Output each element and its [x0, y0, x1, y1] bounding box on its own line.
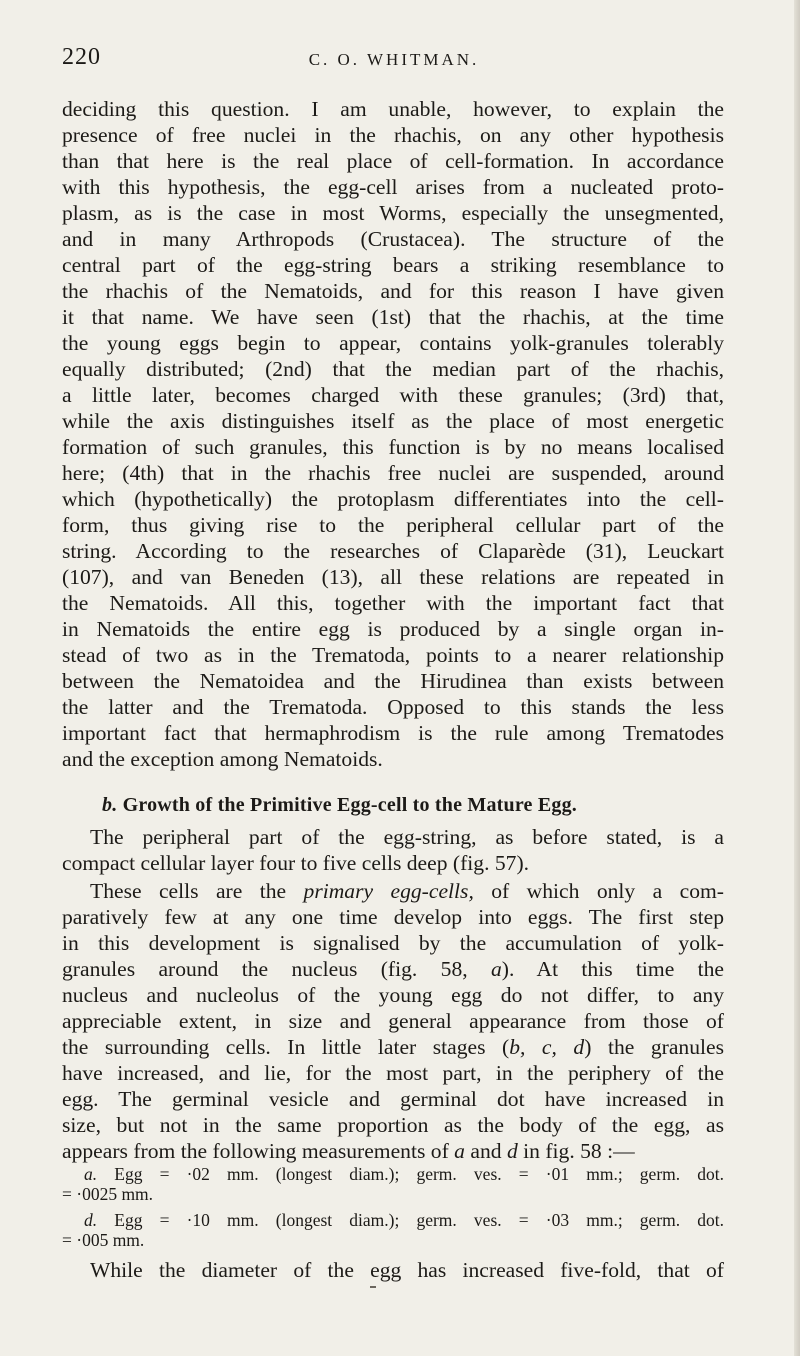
text-line: between the Nematoidea and the Hirudinea than exists between: [62, 669, 724, 693]
section-letter: b.: [102, 794, 118, 816]
text-run: and: [464, 1139, 507, 1163]
text-line: compact cellular layer four to five cells deep (fig. 57).: [62, 851, 530, 875]
print-mark: [370, 1286, 376, 1288]
text-run: granules around the nucleus (fig. 58,: [62, 957, 491, 981]
measurement-a: [84, 1164, 724, 1184]
emphasis-primary-egg-cells: primary egg-cells,: [303, 879, 474, 903]
emphasis-fig-letter: a: [490, 957, 502, 981]
running-head-author: C. O. WHITMAN.: [308, 50, 480, 69]
text-line: the Nematoids. All this, together with the important fact that: [62, 591, 724, 615]
text-run: of which only a com-: [473, 879, 724, 903]
text-line: nucleus and nucleolus of the young egg do not differ, to any: [62, 983, 724, 1007]
section-heading: [102, 792, 722, 818]
text-line: [62, 1138, 724, 1164]
emphasis-fig-letter: d: [506, 1139, 518, 1163]
text-line: presence of free nuclei in the rhachis, on any other hypothesis: [62, 123, 724, 147]
text-run: appears from the following measurements of: [62, 1139, 455, 1163]
text-line: equally distributed; (2nd) that the median part of the rhachis,: [62, 357, 724, 381]
text-line: in Nematoids the entire egg is produced by a single organ in-: [62, 617, 724, 641]
text-run: These cells are the: [90, 879, 304, 903]
text-run: ) the granules: [584, 1035, 724, 1059]
text-line: [62, 956, 724, 982]
running-head: [62, 44, 726, 76]
text-line: string. According to the researches of Claparède (31), Leuckart: [62, 539, 724, 563]
text-line: and in many Arthropods (Crustacea). The structure of the: [62, 227, 724, 251]
text-run: the surrounding cells. In little later stages (: [62, 1035, 510, 1059]
text-line: The peripheral part of the egg-string, as before stated, is a: [90, 825, 724, 849]
text-line: form, thus giving rise to the peripheral cellular part of the: [62, 513, 724, 537]
text-line: it that name. We have seen (1st) that the rhachis, at the time: [62, 305, 724, 329]
text-line: than that here is the real place of cell-formation. In accordance: [62, 149, 724, 173]
text-line: appreciable extent, in size and general appearance from those of: [62, 1009, 724, 1033]
text-line: the rhachis of the Nematoids, and for this reason I have given: [62, 279, 724, 303]
page-edge-shadow: [794, 0, 800, 1356]
text-line: central part of the egg-string bears a striking resemblance to: [62, 253, 724, 277]
measurement-label: d.: [84, 1210, 98, 1230]
text-line: which (hypothetically) the protoplasm differentiates into the cell-: [62, 487, 724, 511]
text-line: have increased, and lie, for the most part, in the periphery of the: [62, 1061, 724, 1085]
emphasis-fig-letters: b, c, d: [509, 1035, 585, 1059]
emphasis-fig-letter: a: [454, 1139, 465, 1163]
measurement-d-continued: = ·005 mm.: [62, 1230, 145, 1250]
text-line: [90, 878, 724, 904]
text-line: here; (4th) that in the rhachis free nuclei are suspended, around: [62, 461, 724, 485]
text-line: deciding this question. I am unable, however, to explain the: [62, 97, 724, 121]
text-line: while the axis distinguishes itself as the place of most energetic: [62, 409, 724, 433]
text-line: size, but not in the same proportion as the body of the egg, as: [62, 1113, 724, 1137]
text-line: with this hypothesis, the egg-cell arises from a nucleated proto-: [62, 175, 724, 199]
text-line: [62, 1034, 724, 1060]
text-line: and the exception among Nematoids.: [62, 747, 383, 771]
text-line: egg. The germinal vesicle and germinal dot have increased in: [62, 1087, 724, 1111]
text-run: ). At this time the: [501, 957, 725, 981]
page-number: 220: [62, 44, 101, 70]
text-line: While the diameter of the egg has increased five-fold, that of: [90, 1258, 724, 1282]
text-line: plasm, as is the case in most Worms, especially the unsegmented,: [62, 201, 724, 225]
text-line: the latter and the Trematoda. Opposed to this stands the less: [62, 695, 724, 719]
measurement-values: Egg = ·02 mm. (longest diam.); germ. ves. = ·01 mm.; germ. dot.: [114, 1164, 725, 1184]
text-line: in this development is signalised by the accumulation of yolk-: [62, 931, 724, 955]
section-title: Growth of the Primitive Egg-cell to the Mature Egg.: [122, 794, 577, 816]
measurement-a-continued: = ·0025 mm.: [62, 1184, 154, 1204]
text-line: (107), and van Beneden (13), all these relations are repeated in: [62, 565, 724, 589]
measurement-d: [84, 1210, 724, 1230]
text-line: formation of such granules, this function is by no means localised: [62, 435, 724, 459]
text-line: paratively few at any one time develop into eggs. The first step: [62, 905, 724, 929]
text-line: the young eggs begin to appear, contains yolk-granules tolerably: [62, 331, 724, 355]
text-line: important fact that hermaphrodism is the rule among Trematodes: [62, 721, 724, 745]
text-line: stead of two as in the Trematoda, points to a nearer relationship: [62, 643, 724, 667]
measurement-label: a.: [84, 1164, 98, 1184]
measurement-values: Egg = ·10 mm. (longest diam.); germ. ves. = ·03 mm.; germ. dot.: [114, 1210, 725, 1230]
text-run: in fig. 58 :—: [517, 1139, 635, 1163]
text-line: a little later, becomes charged with these granules; (3rd) that,: [62, 383, 724, 407]
